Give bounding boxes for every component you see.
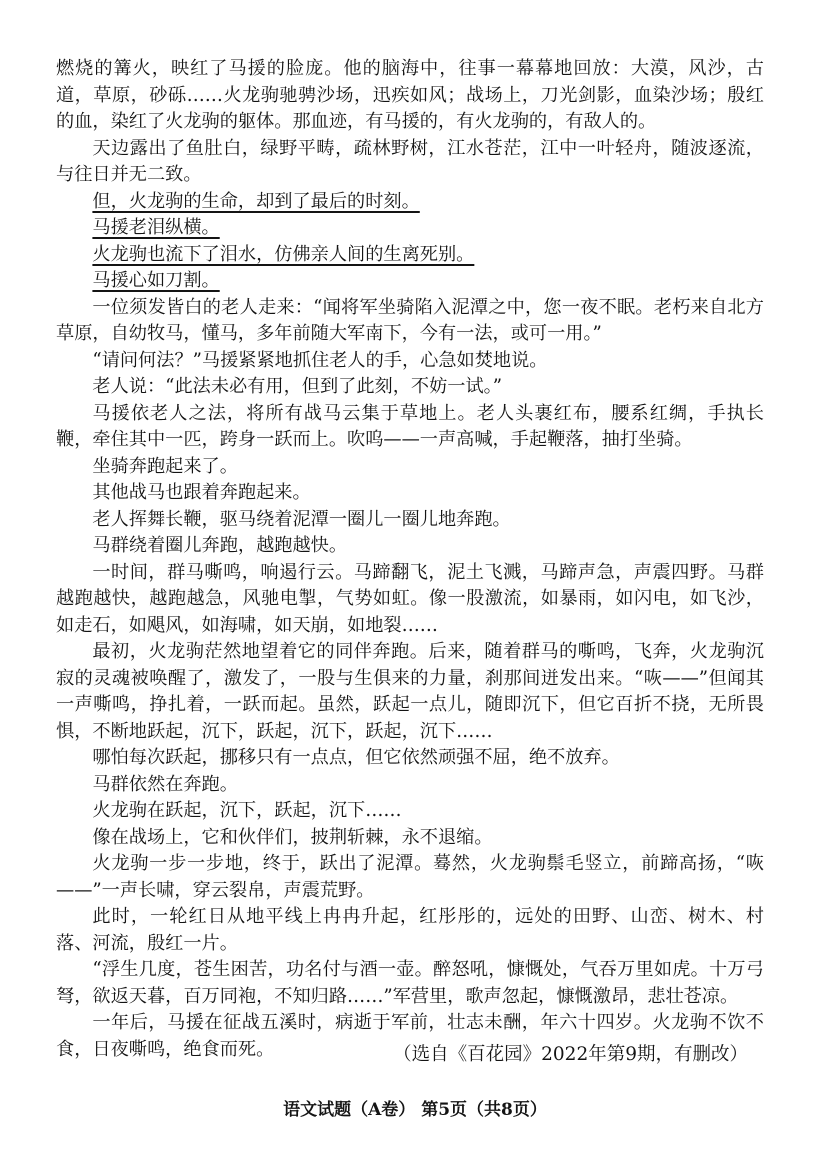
paragraph: “请问何法？”马援紧紧地抓住老人的手，心急如焚地说。	[92, 349, 548, 371]
underlined-sentence: 但，火龙驹的生命，却到了最后的时刻。	[92, 190, 420, 212]
paragraph: 最初，火龙驹茫然地望着它的同伴奔跑。后来，随着群马的嘶鸣，飞奔，火龙驹沉寂的灵魂被唤醒了，激发了，一股与生俱来的力量，刹那间迸发出来。“咴——”但闻其一声嘶鸣，挣扎着，一跃而起。虽然，跃起一点儿，随即沉下，但它百折不挠，无所畏惧，不断地跃起，沉下，跃起，沉下，跃起，沉下……	[56, 641, 764, 742]
paragraph: “浮生几度，苍生困苦，功名付与酒一壶。醉怒吼，慷慨处，气吞万里如虎。十万弓弩，欲返天暮，百万同袍，不知归路……”军营里，歌声忽起，慷慨激昂，悲壮苍凉。	[56, 959, 764, 1007]
underlined-sentence: 火龙驹也流下了泪水，仿佛亲人间的生离死别。	[92, 243, 475, 265]
paragraph	[56, 215, 764, 242]
paragraph: 一年后，马援在征战五溪时，病逝于军前，壮志未酬，年六十四岁。火龙驹不饮不食，日夜嘶鸣，绝食而死。	[56, 1012, 764, 1060]
paragraph: 燃烧的篝火，映红了马援的脸庞。他的脑海中，往事一幕幕地回放：大漠，风沙，古道，草原，砂砾……火龙驹驰骋沙场，迅疾如风；战场上，刀光剑影，血染沙场；殷红的血，染红了火龙驹的躯体。那血迹，有马援的，有火龙驹的，有敌人的。	[56, 58, 764, 132]
paragraph	[56, 268, 764, 295]
paragraph	[56, 242, 764, 269]
paragraph: 火龙驹在跃起，沉下，跃起，沉下……	[92, 800, 402, 821]
paragraph: 马群绕着圈儿奔跑，越跑越快。	[92, 535, 348, 556]
paragraph: 此时，一轮红日从地平线上冉冉升起，红彤彤的，远处的田野、山峦、树木、村落、河流，殷红一片。	[56, 906, 764, 954]
paragraph: 一位须发皆白的老人走来：“闻将军坐骑陷入泥潭之中，您一夜不眠。老朽来自北方草原，自幼牧马，懂马，多年前随大军南下，今有一法，或可一用。”	[56, 296, 764, 344]
underlined-sentence: 马援老泪纵横。	[92, 217, 220, 238]
paragraph: 老人说：“此法未必有用，但到了此刻，不妨一试。”	[92, 376, 503, 397]
paragraph: 一时间，群马嘶鸣，响遏行云。马蹄翻飞，泥土飞溅，马蹄声急，声震四野。马群越跑越快，越跑越急，风驰电掣，气势如虹。像一股激流，如暴雨，如闪电，如飞沙，如走石，如飓风，如海啸，如天崩，如地裂……	[56, 561, 764, 636]
paragraph: 其他战马也跟着奔跑起来。	[92, 482, 311, 503]
paragraph: 老人挥舞长鞭，驱马绕着泥潭一圈儿一圈儿地奔跑。	[92, 508, 511, 530]
underlined-sentence: 马援心如刀割。	[92, 270, 220, 291]
page-footer: 语文试题（A卷） 第5页（共8页）	[283, 1100, 547, 1120]
story-body	[56, 56, 764, 1063]
paragraph: 天边露出了鱼肚白，绿野平畴，疏林野树，江水苍茫，江中一叶轻舟，随波逐流，与往日并无二致。	[56, 137, 764, 185]
paragraph: 哪怕每次跃起，挪移只有一点点，但它依然顽强不屈，绝不放弃。	[92, 747, 620, 768]
paragraph: 像在战场上，它和伙伴们，披荆斩棘，永不退缩。	[92, 826, 493, 848]
source-citation: （选自《百花园》2022年第9期，有删改）	[393, 1044, 748, 1065]
paragraph: 火龙驹一步一步地，终于，跃出了泥潭。蓦然，火龙驹鬃毛竖立，前蹄高扬，“咴——”一声长啸，穿云裂帛，声震荒野。	[56, 853, 764, 901]
paragraph: 马群依然在奔跑。	[92, 773, 238, 795]
paragraph: 坐骑奔跑起来了。	[92, 455, 238, 477]
paragraph: 马援依老人之法，将所有战马云集于草地上。老人头裹红布，腰系红绸，手执长鞭，牵住其中一匹，跨身一跃而上。吹呜——一声高喊，手起鞭落，抽打坐骑。	[56, 402, 764, 450]
paragraph	[56, 189, 764, 216]
